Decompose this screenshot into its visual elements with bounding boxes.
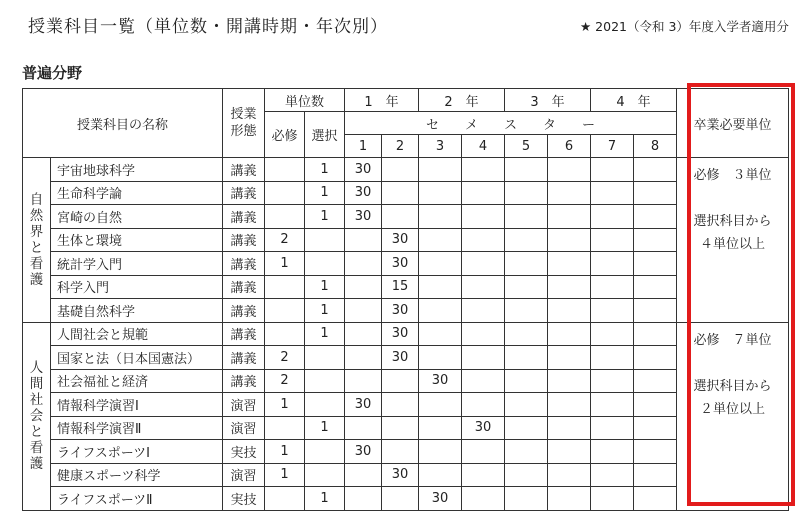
table-row <box>23 299 789 323</box>
semester-hours: 30 <box>345 205 382 229</box>
semester-hours <box>462 205 505 229</box>
semester-hours <box>382 393 419 417</box>
required-units <box>265 205 305 229</box>
required-units <box>265 322 305 346</box>
semester-hours <box>591 275 634 299</box>
header-year-4: 4 年 <box>591 89 677 112</box>
semester-hours <box>462 299 505 323</box>
class-form: 実技 <box>223 487 265 511</box>
semester-hours <box>505 275 548 299</box>
elective-units <box>305 440 345 464</box>
semester-hours <box>345 463 382 487</box>
semester-hours <box>591 228 634 252</box>
elective-units: 1 <box>305 322 345 346</box>
class-form: 実技 <box>223 440 265 464</box>
semester-hours <box>634 463 677 487</box>
course-name: 情報科学演習Ⅰ <box>51 393 223 417</box>
semester-hours <box>505 369 548 393</box>
class-form: 演習 <box>223 393 265 417</box>
elective-units <box>305 463 345 487</box>
semester-hours <box>462 275 505 299</box>
semester-hours <box>634 181 677 205</box>
semester-hours <box>345 487 382 511</box>
semester-hours <box>591 416 634 440</box>
required-units: 1 <box>265 440 305 464</box>
semester-hours <box>548 181 591 205</box>
semester-hours: 30 <box>345 393 382 417</box>
class-form: 演習 <box>223 463 265 487</box>
table-row <box>23 228 789 252</box>
semester-hours <box>382 440 419 464</box>
semester-hours <box>591 369 634 393</box>
semester-hours <box>462 181 505 205</box>
header-graduation-units: 卒業必要単位 <box>677 89 789 158</box>
class-form: 講義 <box>223 299 265 323</box>
course-name: 社会福祉と経済 <box>51 369 223 393</box>
table-row <box>23 416 789 440</box>
header-semester-1: 1 <box>345 135 382 158</box>
course-name: 統計学入門 <box>51 252 223 276</box>
semester-hours: 15 <box>382 275 419 299</box>
semester-hours <box>382 205 419 229</box>
semester-hours <box>505 158 548 182</box>
course-name: 科学入門 <box>51 275 223 299</box>
semester-hours <box>591 205 634 229</box>
class-form: 講義 <box>223 322 265 346</box>
course-name: 健康スポーツ科学 <box>51 463 223 487</box>
graduation-requirement: 必修 ３単位 選択科目から ４単位以上 <box>677 158 789 323</box>
semester-hours: 30 <box>382 228 419 252</box>
class-form: 講義 <box>223 346 265 370</box>
semester-hours <box>419 322 462 346</box>
semester-hours <box>548 393 591 417</box>
semester-hours: 30 <box>419 369 462 393</box>
elective-units: 1 <box>305 275 345 299</box>
semester-hours <box>419 463 462 487</box>
semester-hours: 30 <box>345 181 382 205</box>
semester-hours <box>462 369 505 393</box>
required-units: 2 <box>265 369 305 393</box>
table-row <box>23 322 789 346</box>
course-name: 人間社会と規範 <box>51 322 223 346</box>
graduation-requirement: 必修 ７単位 選択科目から ２単位以上 <box>677 322 789 510</box>
semester-hours <box>462 346 505 370</box>
semester-hours <box>591 440 634 464</box>
semester-hours <box>634 252 677 276</box>
semester-hours: 30 <box>382 252 419 276</box>
semester-hours <box>462 463 505 487</box>
semester-hours <box>548 440 591 464</box>
table-row <box>23 181 789 205</box>
semester-hours <box>419 416 462 440</box>
table-row <box>23 205 789 229</box>
semester-hours <box>634 299 677 323</box>
semester-hours <box>419 158 462 182</box>
semester-hours <box>462 322 505 346</box>
semester-hours <box>345 416 382 440</box>
class-form: 講義 <box>223 369 265 393</box>
semester-hours <box>548 416 591 440</box>
elective-units: 1 <box>305 487 345 511</box>
semester-hours <box>419 228 462 252</box>
header-semester-4: 4 <box>462 135 505 158</box>
semester-hours <box>634 346 677 370</box>
course-name: 情報科学演習Ⅱ <box>51 416 223 440</box>
semester-hours <box>548 369 591 393</box>
header-year-1: 1 年 <box>345 89 419 112</box>
header-year-2: 2 年 <box>419 89 505 112</box>
required-units <box>265 181 305 205</box>
semester-hours: 30 <box>382 299 419 323</box>
semester-hours <box>548 158 591 182</box>
group-label: 自 然 界 と 看 護 <box>23 158 51 323</box>
semester-hours <box>634 322 677 346</box>
semester-hours <box>591 346 634 370</box>
header-semester-7: 7 <box>591 135 634 158</box>
header-required: 必修 <box>265 112 305 158</box>
semester-hours <box>548 463 591 487</box>
semester-hours: 30 <box>345 158 382 182</box>
elective-units: 1 <box>305 205 345 229</box>
semester-hours <box>505 487 548 511</box>
semester-hours <box>591 322 634 346</box>
table-row <box>23 369 789 393</box>
class-form: 演習 <box>223 416 265 440</box>
semester-hours <box>419 275 462 299</box>
header-semester-2: 2 <box>382 135 419 158</box>
semester-hours <box>634 205 677 229</box>
semester-hours <box>462 440 505 464</box>
semester-hours <box>505 252 548 276</box>
required-units <box>265 275 305 299</box>
semester-hours <box>345 346 382 370</box>
semester-hours <box>505 393 548 417</box>
semester-hours <box>462 252 505 276</box>
semester-hours <box>419 346 462 370</box>
required-units: 2 <box>265 228 305 252</box>
semester-hours <box>345 369 382 393</box>
semester-hours <box>419 252 462 276</box>
required-units <box>265 416 305 440</box>
semester-hours <box>548 228 591 252</box>
table-row <box>23 393 789 417</box>
semester-hours <box>591 299 634 323</box>
semester-hours <box>505 205 548 229</box>
semester-hours <box>634 158 677 182</box>
semester-hours: 30 <box>462 416 505 440</box>
elective-units: 1 <box>305 181 345 205</box>
semester-hours <box>548 252 591 276</box>
elective-units: 1 <box>305 158 345 182</box>
semester-hours <box>345 252 382 276</box>
required-units <box>265 299 305 323</box>
semester-hours: 30 <box>382 346 419 370</box>
semester-hours <box>462 487 505 511</box>
semester-hours <box>382 181 419 205</box>
semester-hours <box>505 416 548 440</box>
semester-hours <box>634 416 677 440</box>
semester-hours <box>505 346 548 370</box>
elective-units <box>305 369 345 393</box>
semester-hours <box>548 322 591 346</box>
header-year-3: 3 年 <box>505 89 591 112</box>
table-row <box>23 463 789 487</box>
header-semester-3: 3 <box>419 135 462 158</box>
header-elective: 選択 <box>305 112 345 158</box>
semester-hours <box>548 487 591 511</box>
elective-units <box>305 252 345 276</box>
semester-hours <box>591 487 634 511</box>
semester-hours <box>505 181 548 205</box>
required-units <box>265 487 305 511</box>
class-form: 講義 <box>223 228 265 252</box>
section-title: 普遍分野 <box>22 64 83 82</box>
semester-hours <box>548 275 591 299</box>
semester-hours <box>634 275 677 299</box>
semester-hours <box>634 393 677 417</box>
semester-hours <box>634 440 677 464</box>
course-name: ライフスポーツⅡ <box>51 487 223 511</box>
semester-hours <box>634 487 677 511</box>
required-units: 1 <box>265 463 305 487</box>
semester-hours <box>419 393 462 417</box>
required-units: 1 <box>265 252 305 276</box>
table-row <box>23 487 789 511</box>
header-units: 単位数 <box>265 89 345 112</box>
course-name: ライフスポーツⅠ <box>51 440 223 464</box>
table-row <box>23 346 789 370</box>
semester-hours <box>419 440 462 464</box>
semester-hours: 30 <box>382 322 419 346</box>
semester-hours <box>382 487 419 511</box>
course-name: 基礎自然科学 <box>51 299 223 323</box>
semester-hours <box>462 393 505 417</box>
semester-hours <box>382 416 419 440</box>
semester-hours <box>548 205 591 229</box>
semester-hours <box>505 322 548 346</box>
semester-hours <box>505 299 548 323</box>
semester-hours <box>591 393 634 417</box>
semester-hours <box>345 299 382 323</box>
elective-units <box>305 346 345 370</box>
class-form: 講義 <box>223 275 265 299</box>
elective-units: 1 <box>305 299 345 323</box>
required-units: 1 <box>265 393 305 417</box>
semester-hours <box>634 228 677 252</box>
elective-units <box>305 228 345 252</box>
semester-hours: 30 <box>419 487 462 511</box>
class-form: 講義 <box>223 205 265 229</box>
semester-hours <box>382 369 419 393</box>
header-course-name: 授業科目の名称 <box>23 89 223 158</box>
elective-units <box>305 393 345 417</box>
class-form: 講義 <box>223 252 265 276</box>
semester-hours <box>345 322 382 346</box>
header-semester-5: 5 <box>505 135 548 158</box>
course-table <box>22 88 789 511</box>
semester-hours <box>419 299 462 323</box>
course-name: 生体と環境 <box>51 228 223 252</box>
semester-hours: 30 <box>345 440 382 464</box>
semester-hours <box>462 228 505 252</box>
class-form: 講義 <box>223 158 265 182</box>
semester-hours <box>382 158 419 182</box>
semester-hours <box>591 463 634 487</box>
header-class-form: 授業 形態 <box>223 89 265 158</box>
semester-hours <box>462 158 505 182</box>
required-units: 2 <box>265 346 305 370</box>
elective-units: 1 <box>305 416 345 440</box>
header-semester-8: 8 <box>634 135 677 158</box>
table-row <box>23 440 789 464</box>
course-name: 宮崎の自然 <box>51 205 223 229</box>
course-name: 宇宙地球科学 <box>51 158 223 182</box>
table-row <box>23 158 789 182</box>
table-row <box>23 275 789 299</box>
semester-hours <box>419 181 462 205</box>
highlight-box <box>687 83 795 506</box>
page-title: 授業科目一覧（単位数・開講時期・年次別） <box>28 17 388 37</box>
header-semester-6: 6 <box>548 135 591 158</box>
semester-hours <box>591 181 634 205</box>
semester-hours <box>505 463 548 487</box>
class-form: 講義 <box>223 181 265 205</box>
semester-hours <box>505 228 548 252</box>
required-units <box>265 158 305 182</box>
semester-hours <box>345 228 382 252</box>
group-label: 人 間 社 会 と 看 護 <box>23 322 51 510</box>
course-name: 国家と法（日本国憲法） <box>51 346 223 370</box>
applicability-note: ★ 2021（令和 3）年度入学者適用分 <box>580 19 789 34</box>
semester-hours <box>634 369 677 393</box>
semester-hours <box>419 205 462 229</box>
header-semester: セ メ ス タ ー <box>345 112 677 135</box>
semester-hours <box>345 275 382 299</box>
semester-hours <box>591 252 634 276</box>
semester-hours <box>505 440 548 464</box>
semester-hours <box>548 299 591 323</box>
semester-hours <box>548 346 591 370</box>
table-row <box>23 252 789 276</box>
course-name: 生命科学論 <box>51 181 223 205</box>
semester-hours: 30 <box>382 463 419 487</box>
semester-hours <box>591 158 634 182</box>
